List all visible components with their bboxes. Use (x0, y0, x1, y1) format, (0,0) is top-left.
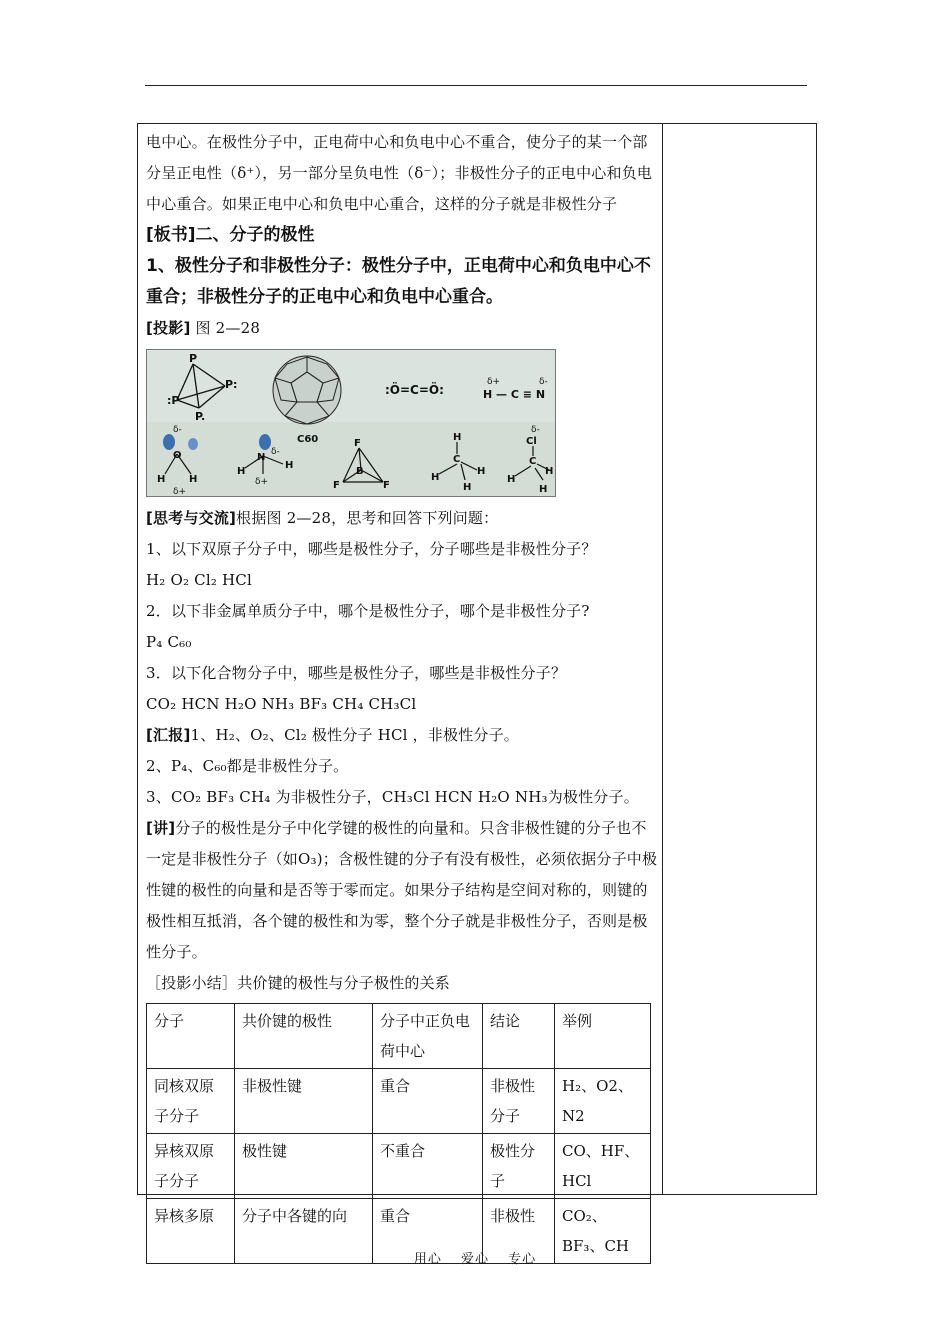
svg-text:P: P (189, 352, 198, 365)
lecture-text: 分子的极性是分子中化学键的极性的向量和。只含非极性键的分子也不一定是非极性分子（如O₃)；含极性键的分子有没有极性，必须依据分子中极性键的极性的向量和是否等于零而定。如果分子结构是空间对称的，则键的极性相互抵消，各个键的极性和为零，整个分子就是非极性分子，否则是极性分子。 (146, 819, 658, 961)
hcn-delta-plus: δ+ (487, 377, 501, 387)
report-tag: [汇报] (146, 726, 191, 744)
hcn-label: H — C ≡ N (483, 388, 546, 401)
table-cell: 异核双原子分子 (147, 1134, 235, 1199)
report-line-1 (146, 720, 658, 751)
table-cell: 非极性分子 (483, 1069, 555, 1134)
svg-text:H: H (237, 466, 246, 477)
svg-text:C: C (453, 454, 461, 465)
main-column (146, 127, 658, 1264)
svg-text:B: B (356, 466, 364, 477)
svg-text:H: H (539, 484, 548, 495)
co2-label: :Ö=C=Ö: (385, 383, 444, 397)
ch3cl-delta-minus: δ- (531, 425, 540, 435)
table-cell: CO、HF、HCl (555, 1134, 651, 1199)
paragraph-polarity-intro: 电中心。在极性分子中，正电荷中心和负电中心不重合，使分子的某一个部分呈正电性（δ⁺），另一部分呈负电性（δ⁻）；非极性分子的正电中心和负电中心重合。如果正电中心和负电中心重合，这样的分子就是非极性分子 (146, 133, 653, 213)
question-3: 3．以下化合物分子中，哪些是极性分子，哪些是非极性分子？ (146, 664, 567, 682)
table-cell: 非极性键 (235, 1069, 373, 1134)
header-cell: 结论 (483, 1004, 555, 1069)
think-tag: [思考与交流] (146, 509, 237, 527)
board-heading-text: 二、分子的极性 (195, 225, 315, 245)
table-cell: 重合 (373, 1199, 483, 1264)
c60-label: C60 (297, 434, 319, 445)
page-footer: 用心 爱心 专心 (413, 1252, 537, 1267)
header-cell: 共价键的极性 (235, 1004, 373, 1069)
header-cell: 分子中正负电荷中心 (373, 1004, 483, 1069)
question-3-items: CO₂ HCN H₂O NH₃ BF₃ CH₄ CH₃Cl (146, 695, 417, 713)
summary-caption: ［投影小结］共价键的极性与分子极性的关系 (146, 974, 451, 992)
svg-text:F: F (333, 480, 340, 491)
header-rule (145, 85, 807, 86)
svg-text:H: H (285, 460, 294, 471)
svg-text:C: C (529, 456, 537, 467)
svg-text::P: :P (167, 394, 180, 407)
projection-text: 图 2—28 (195, 319, 261, 337)
svg-text:P.: P. (195, 410, 206, 423)
table-cell: 分子中各键的向 (235, 1199, 373, 1264)
lesson-table-frame (137, 123, 817, 1255)
table-row (147, 1134, 651, 1199)
board-tag: [板书] (146, 225, 196, 245)
table-cell: H₂、O2、N2 (555, 1069, 651, 1134)
table-cell: 异核多原 (147, 1199, 235, 1264)
report-1-text: 1、H₂、O₂、Cl₂ 极性分子 HCl ，非极性分子。 (190, 726, 520, 744)
hcn-delta-minus: δ- (539, 377, 548, 387)
nh3-delta-minus: δ- (271, 447, 280, 457)
svg-text:H: H (431, 472, 440, 483)
projection-tag: [投影] (146, 319, 191, 337)
table-cell: 同核双原子分子 (147, 1069, 235, 1134)
question-1: 1、以下双原子分子中，哪些是极性分子，分子哪些是非极性分子？ (146, 540, 597, 558)
nh3-delta-plus: δ+ (255, 477, 269, 487)
table-header-row (147, 1004, 651, 1069)
table-row (147, 1069, 651, 1134)
table-cell: CO₂、BF₃、CH (555, 1199, 651, 1264)
lecture-tag: [讲] (146, 819, 176, 837)
question-1-items: H₂ O₂ Cl₂ HCl (146, 571, 252, 589)
h2o-delta-minus: δ- (173, 425, 182, 435)
svg-text:F: F (354, 438, 361, 449)
header-cell: 分子 (147, 1004, 235, 1069)
board-heading (146, 220, 658, 251)
polarity-relation-table (146, 1003, 651, 1264)
h2o-delta-plus: δ+ (173, 487, 187, 496)
svg-text:H: H (157, 474, 166, 485)
c60-icon (273, 356, 341, 424)
svg-text:H: H (477, 466, 486, 477)
table-cell: 非极性 (483, 1199, 555, 1264)
report-line-2: 2、P₄、C₆₀都是非极性分子。 (146, 757, 349, 775)
svg-text:F: F (383, 480, 390, 491)
table-cell: 重合 (373, 1069, 483, 1134)
svg-text:Cl: Cl (526, 436, 537, 447)
molecule-figure-svg (147, 350, 555, 496)
svg-text:P:: P: (225, 378, 238, 391)
column-divider (662, 124, 663, 1194)
bold-definition: 1、极性分子和非极性分子：极性分子中，正电荷中心和负电中心不重合；非极性分子的正电中心和负电中心重合。 (146, 256, 651, 307)
think-text: 根据图 2—28，思考和回答下列问题： (236, 509, 499, 527)
svg-text:H: H (189, 474, 198, 485)
svg-text:H: H (453, 432, 462, 443)
question-2: 2．以下非金属单质分子中，哪个是极性分子，哪个是非极性分子? (146, 602, 590, 620)
molecule-figure (146, 349, 556, 497)
report-line-3: 3、CO₂ BF₃ CH₄ 为非极性分子，CH₃Cl HCN H₂O NH₃为极性分子。 (146, 788, 639, 806)
table-cell: 不重合 (373, 1134, 483, 1199)
lecture-paragraph (146, 813, 658, 968)
svg-text:N: N (257, 452, 266, 463)
svg-text:H: H (463, 482, 472, 493)
think-line (146, 503, 658, 534)
question-2-items: P₄ C₆₀ (146, 633, 192, 651)
table-cell: 极性分子 (483, 1134, 555, 1199)
table-cell: 极性键 (235, 1134, 373, 1199)
svg-text:H: H (545, 466, 554, 477)
svg-text:O: O (173, 450, 182, 461)
projection-line (146, 313, 658, 344)
svg-text:H: H (507, 474, 516, 485)
header-cell: 举例 (555, 1004, 651, 1069)
